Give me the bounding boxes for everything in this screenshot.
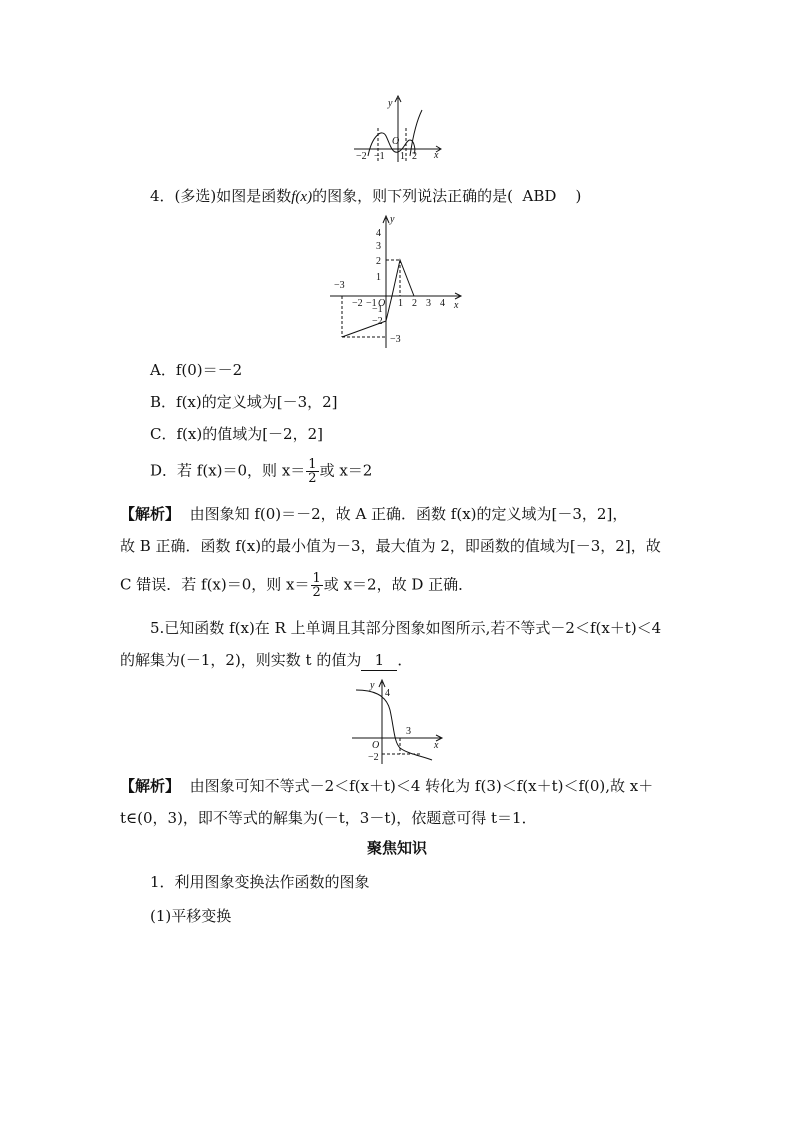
x-tick-label: 4 <box>440 298 445 309</box>
q5-line-2: 的解集为(－1，2)，则实数 t 的值为 1 ． <box>120 651 413 669</box>
q4-option-b: B．f(x)的定义域为[－3，2] <box>150 393 338 411</box>
q5-analysis-line-2: t∈(0，3)，即不等式的解集为(－t，3－t)，依题意可得 t＝1． <box>120 809 537 827</box>
graph1-tick: 1 <box>400 151 405 162</box>
q4-analysis-line-2: 故 B 正确．函数 f(x)的最小值为－3，最大值为 2，即函数的值域为[－3，2]，故 <box>120 537 661 555</box>
q4-graph-origin: O <box>378 298 386 309</box>
q5-y-top: 4 <box>385 688 390 699</box>
section-item-1: 1．利用图象变换法作函数的图象 <box>150 873 370 891</box>
x-tick-label: 3 <box>426 298 431 309</box>
q4-stem-tail: 的图象，则下列说法正确的是( <box>312 187 513 205</box>
q4-close: ) <box>575 187 582 205</box>
section-item-1-sub: (1)平移变换 <box>150 907 232 925</box>
q5-answer-blank: 1 <box>361 650 397 671</box>
q4-option-d-post: 或 x＝2 <box>319 461 373 480</box>
graph1-tick: 2 <box>412 151 417 162</box>
fraction-half: $\frac{1}{2}$ <box>312 571 321 600</box>
x-tick-label: −3 <box>334 280 345 291</box>
x-tick-label: 2 <box>412 298 417 309</box>
analysis-tag: 【解析】 <box>120 505 181 523</box>
q5-graph-origin: O <box>372 740 380 751</box>
q5-graph-x-label: x <box>434 740 439 751</box>
graph1-tick: −1 <box>374 151 385 162</box>
q4-fx: f(x) <box>291 189 313 205</box>
analysis-tag: 【解析】 <box>120 777 181 795</box>
q5-analysis-line-1: 【解析】 由图象可知不等式－2＜f(x＋t)＜4 转化为 f(3)＜f(x＋t)＜f(0),故 x＋ <box>120 777 654 795</box>
q4-number: 4． <box>150 187 175 205</box>
y-tick-label: 3 <box>376 241 381 252</box>
y-tick-label: −3 <box>390 334 401 345</box>
y-tick-label: −1 <box>372 304 383 315</box>
section-heading: 聚焦知识 <box>366 839 427 857</box>
q4-graph-x-label: x <box>454 300 459 311</box>
y-tick-label: −2 <box>372 316 383 327</box>
x-tick-label: −1 <box>366 298 377 309</box>
q4-option-c: C．f(x)的值域为[－2，2] <box>150 425 323 443</box>
q4-answer: ABD <box>522 187 557 205</box>
y-tick-label: 4 <box>376 228 381 239</box>
decreasing-curve <box>356 690 432 760</box>
q5-graph-y-label: y <box>370 680 375 691</box>
y-tick-label: 2 <box>376 256 381 267</box>
fraction-half: $\frac{1}{2}$ <box>308 457 317 486</box>
graph1-y-label: y <box>388 98 393 109</box>
graph-1 <box>348 92 448 164</box>
q4-stem <box>150 186 581 207</box>
q4-graph <box>328 212 468 352</box>
x-tick-label: −2 <box>352 298 363 309</box>
x-tick-label: 1 <box>398 298 403 309</box>
q5-x-mark: 3 <box>406 726 411 737</box>
q4-analysis-line-1: 【解析】 由图象知 f(0)＝－2，故 A 正确．函数 f(x)的定义域为[－3，2]， <box>120 505 628 523</box>
q5-y-bottom: −2 <box>368 752 379 763</box>
q4-option-a: A．f(0)＝－2 <box>150 361 243 379</box>
q4-option-d-pre: D．若 f(x)＝0，则 x＝ <box>150 461 306 480</box>
q4-option-d <box>150 458 372 485</box>
q5-graph <box>348 676 458 768</box>
q4-graph-y-label: y <box>390 214 395 225</box>
graph1-tick: −2 <box>356 151 367 162</box>
graph1-origin: O <box>392 136 400 147</box>
graph1-x-label: x <box>434 150 439 161</box>
q5-line-1: 5.已知函数 f(x)在 R 上单调且其部分图象如图所示,若不等式－2＜f(x＋t)＜4 <box>150 619 662 637</box>
q4-stem-text: (多选)如图是函数 <box>174 187 292 205</box>
q4-analysis-line-3: C 错误．若 f(x)＝0，则 x＝ $\frac{1}{2}$ 或 x＝2，故 D 正确． <box>120 571 474 600</box>
y-tick-label: 1 <box>376 272 381 283</box>
